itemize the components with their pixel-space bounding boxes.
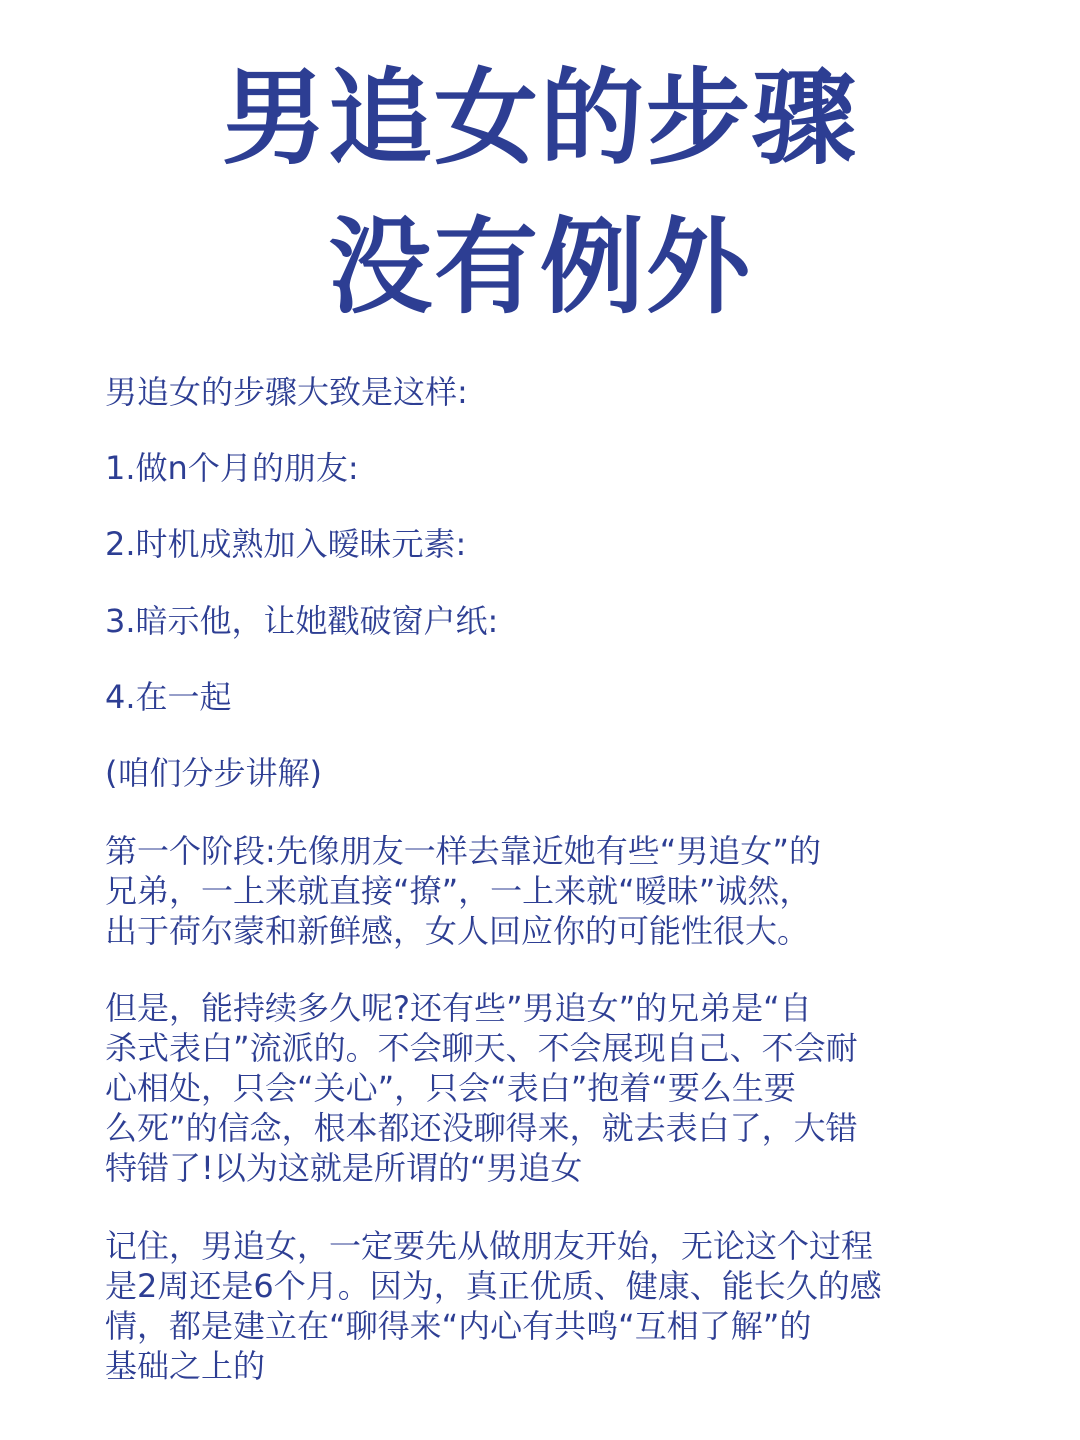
step-1: 1.做n个月的朋友: <box>105 449 359 487</box>
paragraph-remember: 记住，男追女，一定要先从做朋友开始，无论这个过程 是2周还是6个月。因为，真正优质、健康、能长久的感 情，都是建立在“聊得来“内心有共鸣“互相了解”的 基础之上的 <box>105 1227 882 1385</box>
step-3: 3.暗示他，让她戳破窗户纸: <box>105 602 499 640</box>
step-2: 2.时机成熟加入暧昧元素: <box>105 525 467 563</box>
paragraph-stage-one: 第一个阶段:先像朋友一样去靠近她有些“男追女”的 兄弟，一上来就直接“撩”，一上来就“暧昧”诚然， 出于荷尔蒙和新鲜感，女人回应你的可能性很大。 <box>105 832 821 950</box>
title-line-1: 男追女的步骤 <box>221 57 858 179</box>
intro-text: 男追女的步骤大致是这样: <box>105 373 468 411</box>
title-line-2: 没有例外 <box>327 206 752 328</box>
paragraph-however: 但是，能持续多久呢?还有些”男追女”的兄弟是“自 杀式表白”流派的。不会聊天、不会展现自己、不会耐 心相处，只会“关心”，只会“表白”抱着“要么生要 么死”的信念，根本都还没聊得来，就去表白了，大错 特错了!以为这就是所谓的“男追女 <box>105 989 858 1187</box>
note-text: (咱们分步讲解) <box>105 754 322 792</box>
step-4: 4.在一起 <box>105 678 232 716</box>
